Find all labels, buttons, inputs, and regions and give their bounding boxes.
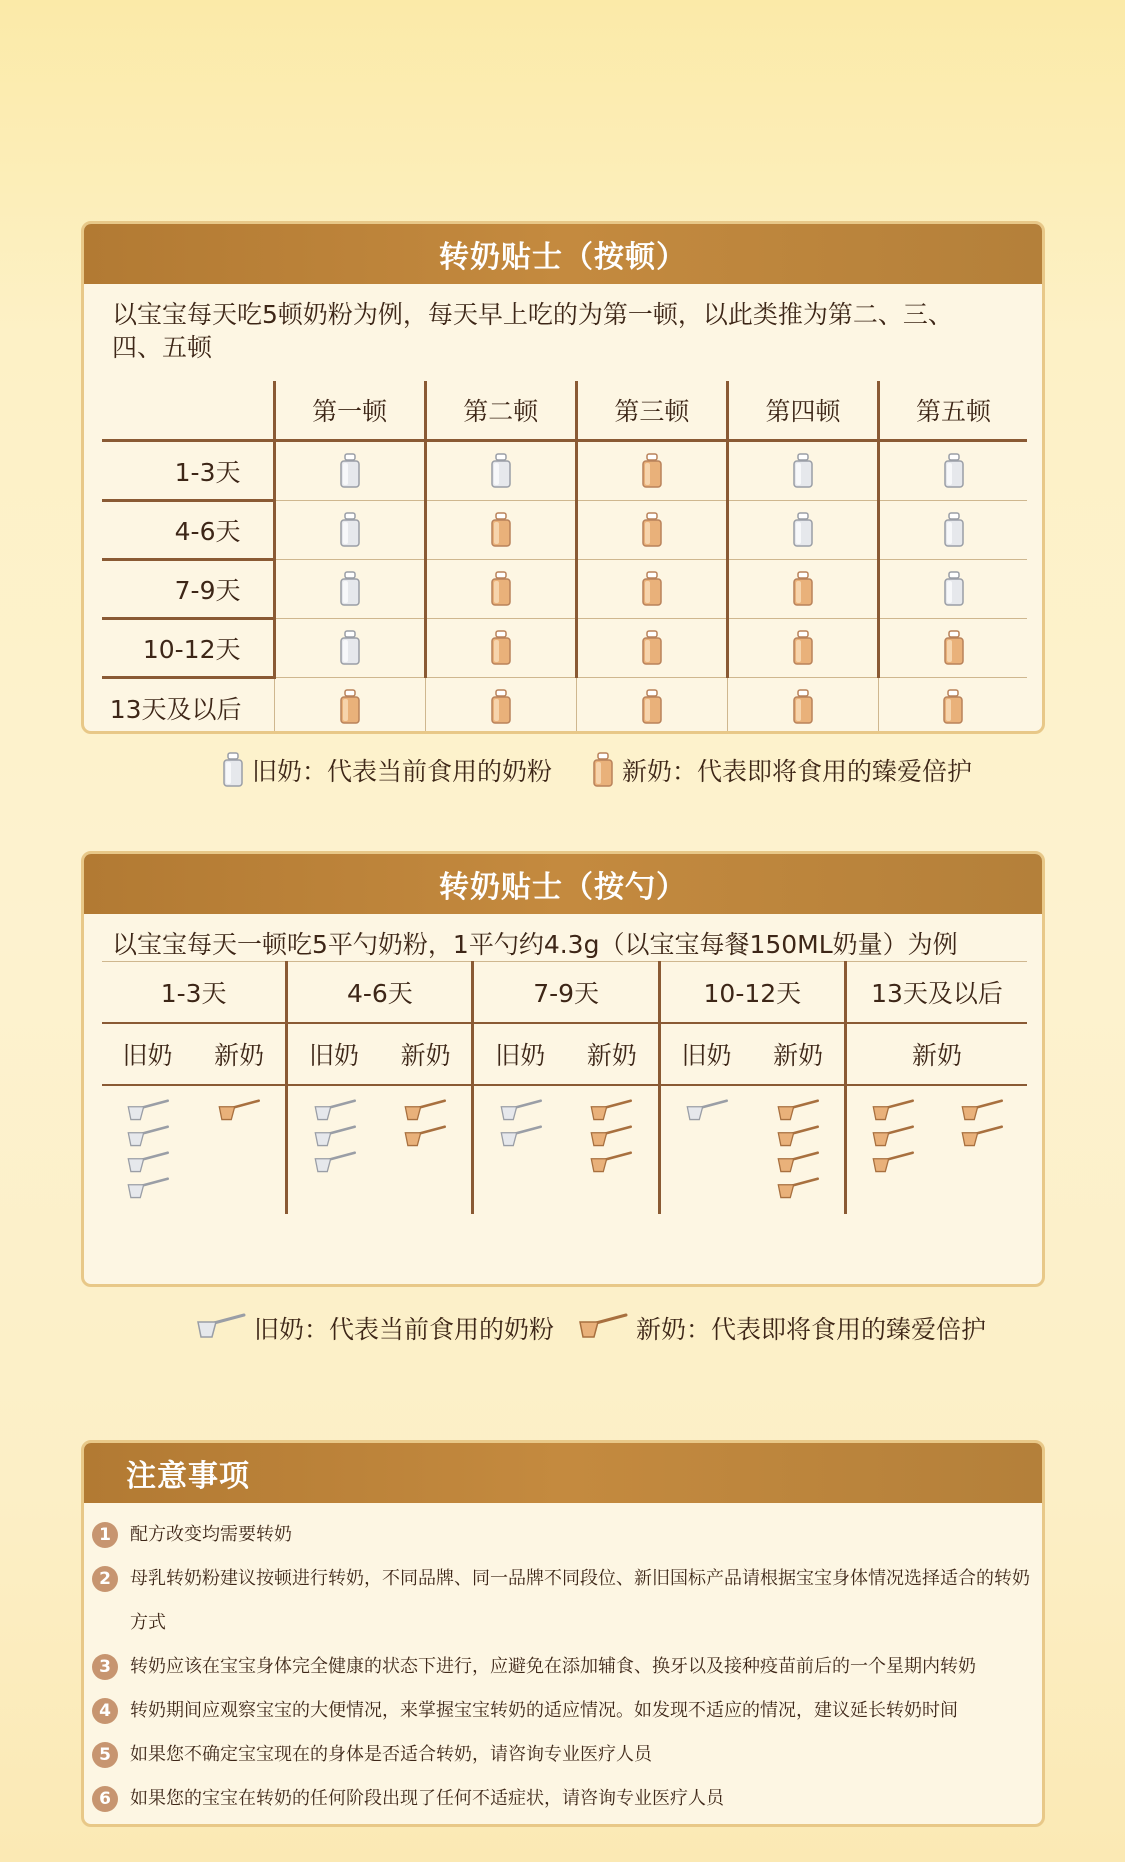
new-bottle-icon [490,689,512,725]
note-text: 如果您不确定宝宝现在的身体是否适合转奶，请咨询专业医疗人员 [130,1744,652,1765]
new-bottle-icon [490,571,512,607]
row-label: 13天及以后 [102,678,274,735]
old-scoops [123,1099,173,1201]
old-bottle-icon [339,630,361,666]
cell-new [576,619,727,678]
cell-new [879,678,1027,735]
cell-new [425,619,576,678]
group-label: 1-3天 [102,962,287,1024]
note-number-badge: 6 [92,1786,118,1812]
meal-table [102,381,1027,734]
note-item [92,1557,1042,1645]
old-bottle-icon [792,453,814,489]
old-bottle-icon [339,453,361,489]
new-bottle-icon [942,689,964,725]
new-bottle-icon [641,512,663,548]
old-scoop-icon [196,1313,246,1343]
column-header: 第四顿 [727,381,878,441]
column-header: 第一顿 [274,381,425,441]
old-scoops [682,1099,732,1123]
group-label: 4-6天 [287,962,473,1024]
old-scoop-icon [682,1099,732,1123]
cell-old [879,560,1027,619]
new-scoop-icon [868,1151,918,1175]
old-scoop-icon [123,1151,173,1175]
scoop-cell [846,1085,1028,1214]
old-bottle-icon [943,453,965,489]
new-bottle-icon [490,512,512,548]
legend-new-label: 新奶：代表即将食用的臻爱倍护 [622,757,973,786]
note-text: 转奶应该在宝宝身体完全健康的状态下进行，应避免在添加辅食、换牙以及接种疫苗前后的一个星期内转奶 [130,1656,976,1677]
new-scoops [400,1099,450,1149]
new-scoops [586,1099,636,1175]
old-scoop-icon [310,1151,360,1175]
cell-old [879,441,1027,501]
legend-old-label: 旧奶：代表当前食用的奶粉 [252,757,553,786]
legend-scoops [196,1310,986,1346]
legend-bottles [222,752,972,788]
table-row [102,501,1027,560]
cell-new [576,441,727,501]
row-label: 7-9天 [102,560,274,619]
new-bottle-icon [641,453,663,489]
new-scoops [214,1099,264,1123]
note-item [92,1733,1042,1777]
cell-new [576,678,727,735]
new-scoop-icon [586,1125,636,1149]
row-label: 10-12天 [102,619,274,678]
cell-new [425,560,576,619]
cell-old [274,501,425,560]
cell-new [879,619,1027,678]
note-text: 转奶期间应观察宝宝的大便情况，来掌握宝宝转奶的适应情况。如发现不适应的情况，建议延长转奶时间 [130,1700,958,1721]
notes-list [84,1503,1042,1821]
new-scoop-icon [868,1099,918,1123]
scoop-cell [659,1085,845,1214]
note-number-badge: 1 [92,1522,118,1548]
cell-old [425,441,576,501]
old-scoop-icon [123,1099,173,1123]
column-header: 第五顿 [879,381,1027,441]
new-scoop-icon [773,1151,823,1175]
note-number-badge: 2 [92,1566,118,1592]
card-intro: 以宝宝每天一顿吃5平勺奶粉，1平勺约4.3g（以宝宝每餐150ML奶量）为例 [112,930,958,959]
card-by-scoop [81,851,1045,1287]
new-scoop-icon [773,1125,823,1149]
old-scoop-icon [123,1125,173,1149]
cell-new [727,560,878,619]
new-bottle-icon [592,752,614,788]
new-scoops [868,1099,918,1175]
scoop-cell [473,1085,659,1214]
new-milk-label: 新奶 [380,1023,473,1085]
new-scoop-icon [773,1099,823,1123]
cell-old [727,501,878,560]
old-bottle-icon [943,512,965,548]
cell-new [576,501,727,560]
new-scoop-icon [400,1125,450,1149]
card-title [84,1443,1042,1503]
new-scoop-icon [586,1151,636,1175]
note-item [92,1689,1042,1733]
old-scoop-icon [310,1125,360,1149]
old-scoop-icon [496,1099,546,1123]
new-bottle-icon [792,689,814,725]
cell-new [576,560,727,619]
row-label: 1-3天 [102,441,274,501]
new-scoop-icon [957,1125,1007,1149]
old-milk-label: 旧奶 [287,1023,380,1085]
new-scoop-icon [214,1099,264,1123]
group-label: 7-9天 [473,962,659,1024]
scoop-cell [102,1085,287,1214]
scoop-cell [287,1085,473,1214]
cell-old [274,619,425,678]
legend-new-label: 新奶：代表即将食用的臻爱倍护 [636,1315,987,1344]
old-bottle-icon [339,571,361,607]
new-scoop-icon [578,1313,628,1343]
table-row [102,678,1027,735]
note-item [92,1513,1042,1557]
new-milk-label: 新奶 [566,1023,659,1085]
new-bottle-icon [641,689,663,725]
scoop-table [102,961,1027,1214]
note-text: 配方改变均需要转奶 [130,1524,292,1545]
old-scoops [496,1099,546,1149]
notes-title: 注意事项 [126,1459,250,1494]
old-milk-label: 旧奶 [102,1023,193,1085]
new-scoops [773,1099,823,1201]
column-header: 第二顿 [425,381,576,441]
card-title: 转奶贴士（按勺） [84,854,1042,914]
old-scoop-icon [310,1099,360,1123]
card-by-meal [81,221,1045,734]
new-scoops [957,1099,1007,1149]
old-scoop-icon [496,1125,546,1149]
cell-new [425,678,576,735]
table-row [102,441,1027,501]
old-bottle-icon [339,512,361,548]
cell-old [727,441,878,501]
cell-new [425,501,576,560]
table-row [102,560,1027,619]
new-bottle-icon [339,689,361,725]
group-label: 10-12天 [659,962,845,1024]
table-row [102,619,1027,678]
old-milk-label: 旧奶 [659,1023,752,1085]
note-number-badge: 3 [92,1654,118,1680]
old-bottle-icon [792,512,814,548]
new-bottle-icon [943,630,965,666]
old-bottle-icon [943,571,965,607]
new-bottle-icon [641,571,663,607]
new-bottle-icon [641,630,663,666]
old-scoop-icon [123,1177,173,1201]
card-title: 转奶贴士（按顿） [84,224,1042,284]
legend-old-label: 旧奶：代表当前食用的奶粉 [254,1315,555,1344]
group-label: 13天及以后 [846,962,1028,1024]
new-bottle-icon [792,571,814,607]
new-scoop-icon [586,1099,636,1123]
note-number-badge: 5 [92,1742,118,1768]
note-text: 母乳转奶粉建议按顿进行转奶，不同品牌、同一品牌不同段位、新旧国标产品请根据宝宝身体情况选择适合的转奶方式 [130,1568,1030,1633]
new-bottle-icon [792,630,814,666]
cell-old [879,501,1027,560]
new-scoop-icon [957,1099,1007,1123]
note-text: 如果您的宝宝在转奶的任何阶段出现了任何不适症状，请咨询专业医疗人员 [130,1788,724,1809]
cell-new [727,619,878,678]
old-scoops [310,1099,360,1175]
new-milk-label: 新奶 [752,1023,845,1085]
old-milk-label: 旧奶 [473,1023,566,1085]
old-bottle-icon [490,453,512,489]
new-scoop-icon [400,1099,450,1123]
new-scoop-icon [773,1177,823,1201]
old-bottle-icon [222,752,244,788]
card-notes [81,1440,1045,1827]
card-intro: 以宝宝每天吃5顿奶粉为例，每天早上吃的为第一顿，以此类推为第二、三、四、五顿 [112,300,953,362]
cell-old [274,441,425,501]
cell-new [727,678,878,735]
note-item [92,1645,1042,1689]
note-item [92,1777,1042,1821]
row-label: 4-6天 [102,501,274,560]
note-number-badge: 4 [92,1698,118,1724]
column-header: 第三顿 [576,381,727,441]
new-milk-label: 新奶 [193,1023,287,1085]
new-bottle-icon [490,630,512,666]
cell-old [274,560,425,619]
new-scoop-icon [868,1125,918,1149]
cell-new [274,678,425,735]
new-milk-label: 新奶 [846,1023,1028,1085]
